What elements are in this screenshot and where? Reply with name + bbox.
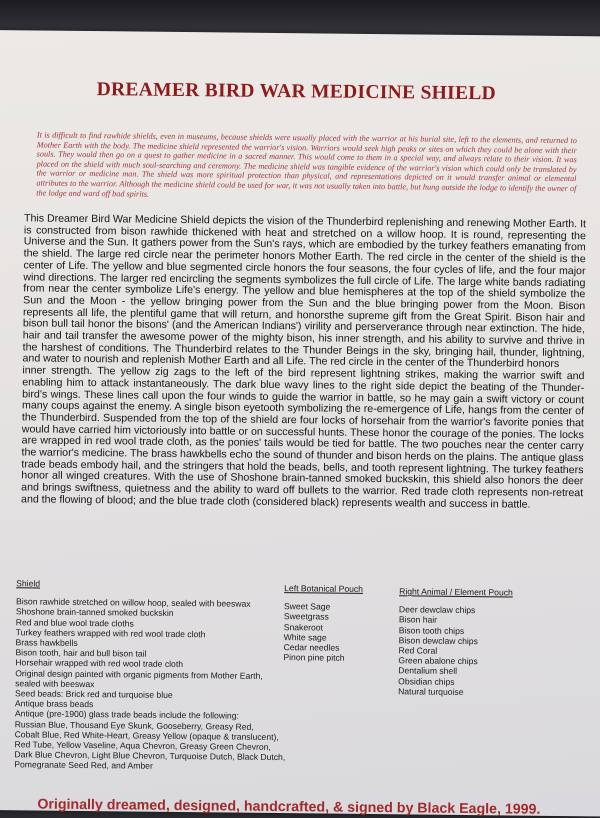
list-item: Green abalone chips (398, 655, 478, 667)
list-item: Cedar needles (283, 642, 340, 653)
list-item: Bison tooth chips (398, 624, 465, 636)
document-page (0, 30, 600, 816)
list-item: Red Coral (398, 645, 438, 656)
list-item: Sweetgrass (283, 611, 329, 622)
list-item: Antique (pre-1900) glass trade beads include the following: (14, 708, 239, 722)
left-pouch-header: Left Botanical Pouch (284, 583, 364, 594)
list-item: Pinon pine pitch (283, 652, 345, 663)
list-item: Bison dewclaw chips (398, 635, 478, 646)
list-item: Cobalt Blue, Red White-Heart, Greasy Yellow (opaque & translucent), (14, 729, 279, 742)
list-item: Bison hair (398, 614, 438, 626)
list-item: Seed beads: Brick red and turquoise blue (15, 688, 173, 700)
list-item: Sweet Sage (283, 601, 331, 612)
list-item: Turkey feathers wrapped with red wool trade cloth (15, 627, 206, 640)
left-pouch-list (283, 583, 404, 664)
right-pouch-list (398, 586, 579, 698)
signature-footer: Originally dreamed, designed, handcrafted, & signed by Black Eagle, 1999. (37, 796, 541, 818)
list-item: Red Tube, Yellow Vaseline, Aqua Chevron, Greasy Green Chevron, (14, 739, 271, 753)
list-item: Dentalium shell (398, 665, 458, 677)
list-item: Obsidian chips (398, 675, 455, 687)
list-item: Bison tooth, hair and bull bison tail (15, 647, 147, 659)
list-item: White sage (283, 631, 327, 643)
list-item: Russian Blue, Thousand Eye Skunk, Gooseberry, Greasy Red, (14, 718, 254, 732)
list-item: Bison rawhide stretched on willow hoop, sealed with beeswax (15, 596, 251, 609)
right-pouch-header: Right Animal / Element Pouch (399, 586, 513, 598)
intro-paragraph: It is difficult to find rawhide shields, even in museums, because shields were usually placed with the warrior at his burial site, left to the elements, and returned to Mother Earth with the body. The medicine shield represented the warrior's vision. Warriors would seek high peaks or sites on which they could be alone with their souls. They would then go on a quest to gather medicine in a sacred manner. This would come to them in a special way, and always relate to their vision. It was placed on the shield with much soul-searching and ceremony. The medicine shield was tangible evidence of the warrior's vision which could only be translated by the warrior or medicine man. The shield was more spiritual protection than physical, and representations depicted on it would transfer animal or elemental attributes to the warrior. Although the medicine shield could be used for war, it was not usually taken into battle, but hung outside the lodge to identify the owner of the lodge and ward off bad spirits. (36, 130, 577, 199)
list-item: Pomegranate Seed Red, and Amber (14, 759, 153, 772)
list-item: Horsehair wrapped with red wool trade cloth (15, 657, 184, 670)
list-item: Natural turquoise (398, 686, 464, 697)
shield-materials-list (14, 578, 301, 773)
body-paragraph: This Dreamer Bird War Medicine Shield depicts the vision of the Thunderbird replenishing and renewing Mother Earth. It is constructed from bison rawhide thickened with heat and stretched on a willow hoop. It is round, representing the Universe and the Sun. It gathers power from the Sun's rays, which are embodied by the turkey feathers emanating from the shield. The large red circle near the perimeter honors Mother Earth. The red circle in the center of the shield is the center of Life. The yellow and blue segmented circle honors the four seasons, the four cycles of life, and the four major wind directions. The larger red encircling the segments symbolizes the full circle of Life. The large white bands radiating from near the center symbolize Life's energy. The yellow and blue hemispheres at the top of the shield symbolize the Sun and the Moon - the yellow bringing power from the Sun and the blue bringing power from the Moon. Bison represents all life, the plentiful game that will return, and honorsthe supreme gift from the Great Spirit. Bison hair and bison bull tail honor the bisons' (and the American Indians') virility and perserverance through near extinction. The hide, hair and tail transfer the awesome power of the mighty bison, his inner strength, and his ability to survive and thrive in the harshest of conditions. The Thunderbird relates to the Thunder Beings in the sky, bringing hail, thunder, lightning, and water to nourish and replenish Mother Earth and all Life. The red circle in the center of the Thunderbird honors inner strength. The yellow zig zags to the left of the bird represent lightning strikes, making the warrior swift and enabling him to attack instantaneously. The dark blue wavy lines to the right side depict the beating of the Thunder-bird's wings. These lines call upon the four winds to guide the warrior in battle, so he may gain a swift victory or count many coups against the enemy. A single bison eyetooth symbolizing the re-emergence of Life, hangs from the center of the Thunderbird. Suspended from the top of the shield are four locks of horsehair from the warrior's favorite ponies that would have carried him victoriously into battle or on successful hunts. These honor the courage of the ponies. The locks are wrapped in red wool trade cloth, as the ponies' tails would be tied for battle. The two pouches near the center carry the warrior's medicine. The brass hawkbells echo the sound of thunder and bison herds on the plains. The antique glass trade beads embody hail, and the stringers that hold the beads, bells, and tooth represent lightning. The turkey feathers honor all winged creatures. With the use of Shoshone brain-tanned smoked buckskin, this shield also honors the deer and brings swiftness, quietness and the ability to ward off bullets to the warrior. Red trade cloth represents non-retreat and the flowing of blood; and the blue trade cloth (considered black) represents wealth and success in battle. (21, 212, 587, 511)
list-item: Deer dewclaw chips (398, 604, 476, 616)
list-item: Dark Blue Chevron, Light Blue Chevron, Turquoise Dutch, Black Dutch, (14, 749, 286, 763)
shield-header: Shield (16, 578, 41, 589)
list-item: Antique brass beads (14, 698, 94, 710)
document-title: DREAMER BIRD WAR MEDICINE SHIELD (96, 79, 497, 105)
list-item: Original design painted with organic pigments from Mother Earth, sealed with beeswax (15, 667, 263, 689)
list-item: Shoshone brain-tanned smoked buckskin (15, 606, 174, 619)
list-item: Snakeroot (283, 621, 324, 633)
list-item: Red and blue wool trade cloths (15, 616, 134, 629)
list-item: Brass hawkbells (15, 637, 78, 648)
